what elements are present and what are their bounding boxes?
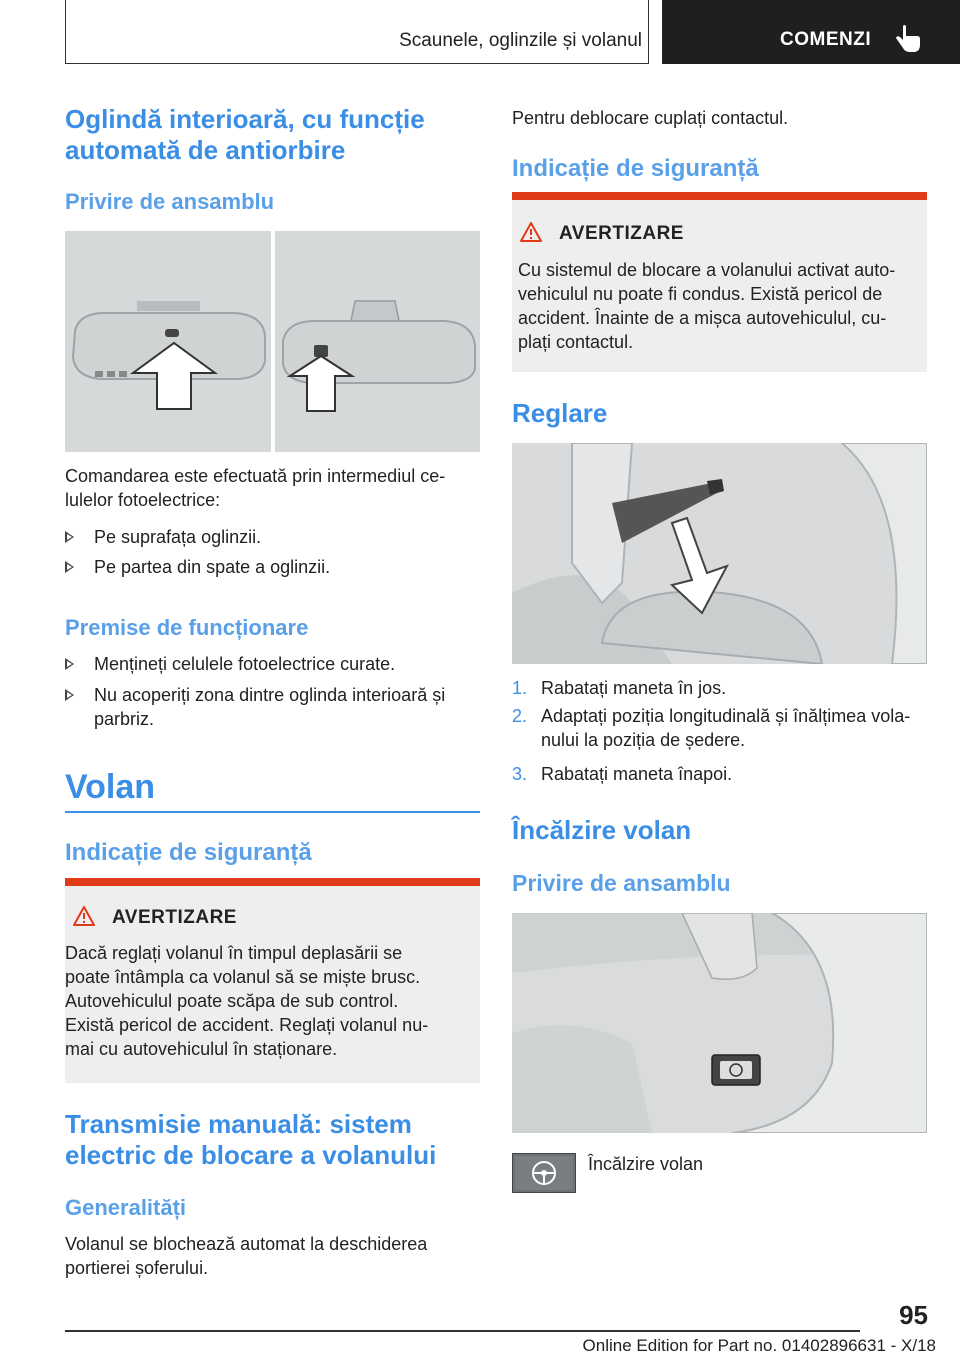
- triangle-bullet-icon: [65, 689, 74, 701]
- triangle-bullet-icon: [65, 658, 74, 670]
- warning-line: poate întâmpla ca volanul să se miște brusc.: [65, 967, 421, 987]
- warning-text: [65, 941, 475, 1061]
- list-item-text: Mențineți celulele fotoelectrice curate.: [94, 654, 396, 674]
- list-item: [65, 525, 485, 549]
- general-text: [65, 1232, 485, 1280]
- footer-divider: [65, 1330, 860, 1332]
- safety-heading-left: Indicație de siguranță: [65, 839, 312, 866]
- list-item-text-cont: parbriz.: [94, 709, 155, 729]
- list-item: [65, 555, 485, 579]
- step-text-line1: Adaptați poziția longitudinală și înălțimea vola‐: [541, 706, 911, 726]
- mirror-image: [65, 231, 480, 452]
- general-line1: Volanul se blochează automat la deschiderea: [65, 1234, 428, 1254]
- transmission-title-line1: Transmisie manuală: sistem: [65, 1109, 412, 1139]
- list-item: [512, 762, 932, 790]
- triangle-bullet-icon: [65, 561, 74, 573]
- steering-heating-button-icon: [512, 1153, 576, 1193]
- hand-pointer-icon: [894, 24, 922, 54]
- warning-line: Autovehiculul poate scăpa de sub control.: [65, 991, 399, 1011]
- warning-title: AVERTIZARE: [559, 223, 684, 244]
- list-item-text: Nu acoperiți zona dintre oglinda interioară și: [94, 685, 446, 705]
- step-number: 2.: [512, 706, 528, 726]
- steering-lever-illustration: [512, 443, 927, 664]
- mirror-desc-line1: Comandarea este efectuată prin intermediul ce‐: [65, 466, 446, 486]
- safety-heading-right: Indicație de siguranță: [512, 155, 759, 182]
- mirror-title-line1: Oglindă interioară, cu funcție: [65, 104, 425, 134]
- heating-button-image: [512, 913, 927, 1133]
- heating-illustration: [512, 913, 927, 1133]
- edition-footer: Online Edition for Part no. 01402896631 - X/18: [582, 1336, 936, 1355]
- mirror-description: [65, 464, 485, 512]
- list-item: [512, 704, 932, 762]
- general-heading: Generalități: [65, 1195, 187, 1220]
- steering-adjust-image: [512, 443, 927, 664]
- tab-label: COMENZI: [780, 29, 872, 50]
- warning-line: Cu sistemul de blocare a volanului activat auto‐: [518, 260, 896, 280]
- step-text: [541, 704, 910, 752]
- mirror-illustration: [65, 231, 480, 452]
- warning-line: plați contactul.: [518, 332, 634, 352]
- list-item-text: Pe partea din spate a oglinzii.: [94, 557, 331, 577]
- step-number: 1.: [512, 678, 528, 698]
- heated-steering-wheel-icon: [513, 1154, 575, 1192]
- list-item: [512, 676, 932, 704]
- mirror-title-line2: automată de antiorbire: [65, 135, 346, 165]
- mirror-title: [65, 104, 485, 166]
- list-item: [65, 652, 485, 676]
- warning-box: [65, 878, 480, 1083]
- mirror-desc-line2: lulelor fotoelectrice:: [65, 490, 221, 510]
- section-divider: [65, 811, 480, 813]
- warning-triangle-icon: [73, 906, 95, 926]
- transmission-title: [65, 1109, 485, 1171]
- heating-label: Încălzire volan: [588, 1154, 704, 1174]
- warning-box: [512, 192, 927, 372]
- heating-heading: Încălzire volan: [512, 815, 692, 845]
- step-number: 3.: [512, 764, 528, 784]
- warning-line: mai cu autovehiculul în staționare.: [65, 1039, 338, 1059]
- warning-line: Există pericol de accident. Reglați volanul nu‐: [65, 1015, 429, 1035]
- triangle-bullet-icon: [65, 531, 74, 543]
- unlock-text: Pentru deblocare cuplați contactul.: [512, 108, 789, 128]
- tab-comenzi[interactable]: [662, 0, 960, 64]
- step-text: Rabatați maneta în jos.: [541, 678, 727, 698]
- warning-line: accident. Înainte de a mișca autovehiculul, cu‐: [518, 308, 887, 328]
- general-line2: portierei șoferului.: [65, 1258, 209, 1278]
- adjust-heading: Reglare: [512, 398, 608, 428]
- overview-heading: Privire de ansamblu: [65, 189, 275, 214]
- warning-triangle-icon: [520, 222, 542, 242]
- warning-title: AVERTIZARE: [112, 907, 237, 928]
- section-title: Scaunele, oglinzile și volanul: [399, 30, 642, 51]
- list-item-text: Pe suprafața oglinzii.: [94, 527, 262, 547]
- warning-line: Dacă reglați volanul în timpul deplasării se: [65, 943, 403, 963]
- premise-heading: Premise de funcționare: [65, 615, 309, 640]
- overview-heading-right: Privire de ansamblu: [512, 870, 731, 896]
- transmission-title-line2: electric de blocare a volanului: [65, 1140, 437, 1170]
- steps-list: [512, 676, 932, 790]
- step-text: Rabatați maneta înapoi.: [541, 764, 733, 784]
- warning-line: vehiculul nu poate fi condus. Există pericol de: [518, 284, 883, 304]
- page-number: 95: [899, 1300, 928, 1330]
- list-item: [65, 683, 485, 731]
- step-text-line2: nului la poziția de ședere.: [541, 730, 746, 750]
- volan-heading: Volan: [65, 768, 156, 806]
- warning-text: [518, 258, 923, 354]
